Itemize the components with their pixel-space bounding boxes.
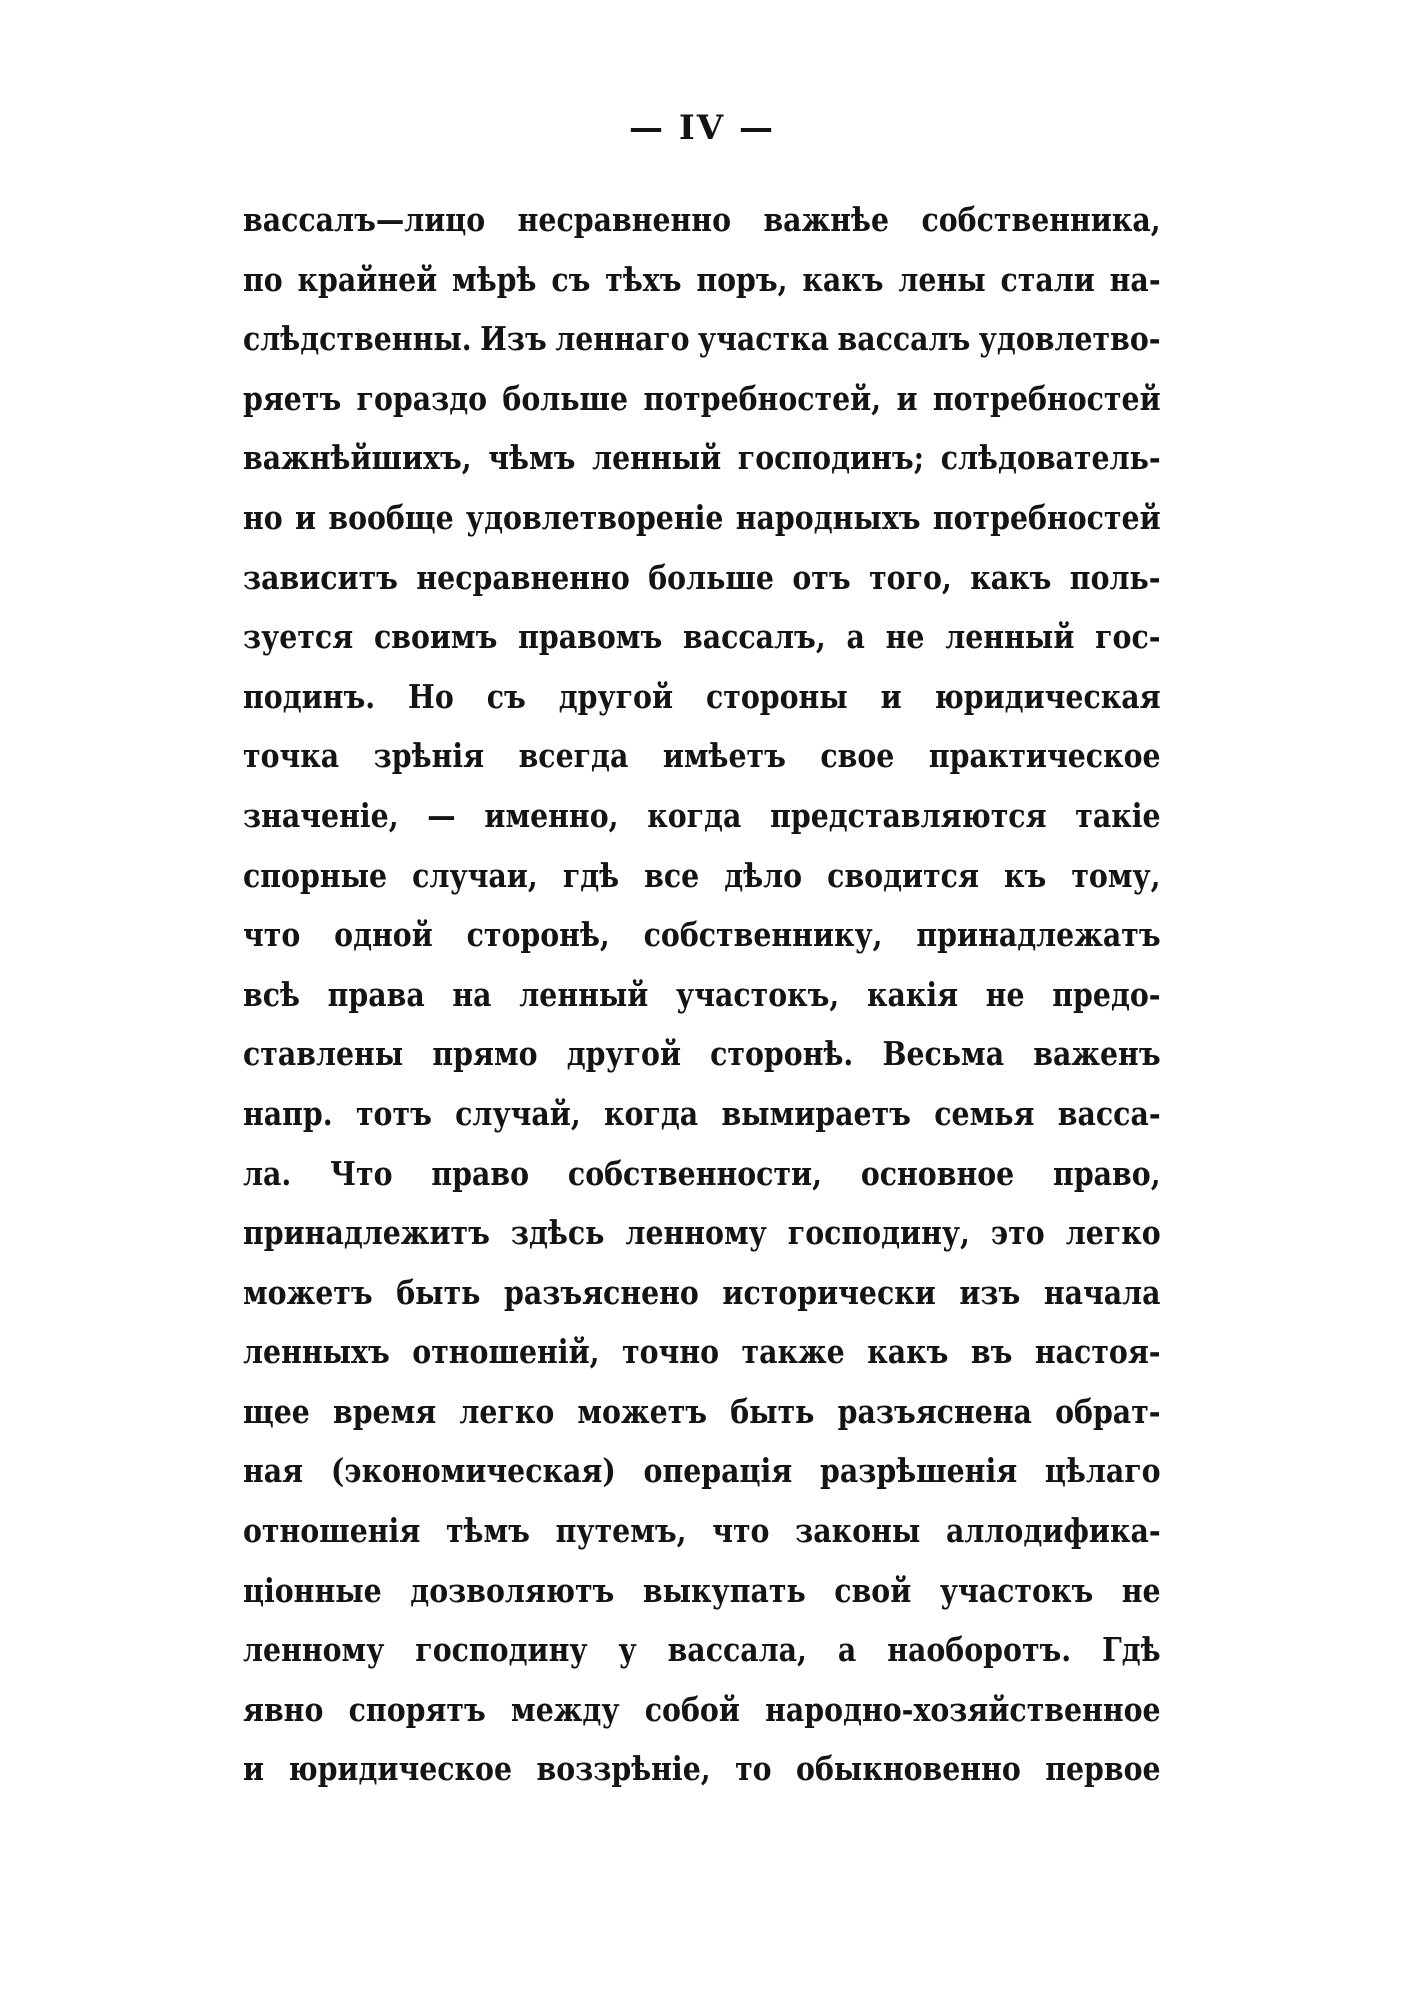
word: слѣдователь- <box>940 438 1161 478</box>
word: начала <box>1043 1272 1161 1312</box>
word: принадлежатъ <box>916 915 1161 955</box>
word: собственности, <box>567 1153 822 1193</box>
word: воззрѣніе, <box>536 1749 711 1789</box>
text-line <box>243 1441 1161 1501</box>
word: практическое <box>928 736 1161 776</box>
word: зуется <box>243 617 354 657</box>
word: сводится <box>827 855 979 895</box>
word: ленный <box>945 617 1075 657</box>
word: ленному <box>243 1630 385 1670</box>
word: и <box>880 676 902 716</box>
word: выкупать <box>642 1570 806 1610</box>
word: того, <box>869 557 952 597</box>
text-line <box>243 1739 1161 1799</box>
word: вассалъ <box>837 319 971 359</box>
word: щее <box>243 1391 310 1431</box>
word: ленный <box>519 974 649 1014</box>
word: съ <box>551 259 591 299</box>
word: къ <box>1003 855 1047 895</box>
word: вассалъ—лицо <box>243 200 486 239</box>
word: разрѣшенія <box>819 1451 1018 1491</box>
word: тѣхъ <box>605 259 682 299</box>
word: легко <box>459 1391 555 1431</box>
word: собственнику, <box>643 915 883 955</box>
word: потребностей <box>932 378 1161 418</box>
word: ная <box>243 1451 304 1491</box>
text-line <box>243 369 1161 429</box>
word: точно <box>622 1332 720 1372</box>
word: одной <box>334 915 433 955</box>
word: когда <box>647 795 742 835</box>
word: собой <box>644 1689 740 1729</box>
word: и <box>295 497 317 537</box>
text-line <box>243 1501 1161 1561</box>
word: народныхъ <box>735 497 921 537</box>
word: съ <box>486 676 526 716</box>
word: по <box>243 259 283 299</box>
word: потребностей, <box>643 378 882 418</box>
word: а <box>846 617 865 657</box>
word: такіе <box>1075 795 1161 835</box>
word: вассала, <box>667 1630 807 1670</box>
word: свой <box>834 1570 912 1610</box>
word: обрат- <box>1055 1391 1161 1431</box>
word: можетъ <box>577 1391 708 1431</box>
word: стали <box>1000 259 1095 299</box>
word: ставлены <box>243 1034 404 1074</box>
word: леннаго <box>555 319 690 359</box>
word: своимъ <box>373 617 498 657</box>
word: удовлетвореніе <box>465 497 724 537</box>
word: вымираетъ <box>721 1093 911 1133</box>
word: принадлежитъ <box>243 1213 490 1253</box>
word: между <box>511 1689 620 1729</box>
word: гораздо <box>356 378 488 418</box>
word: у <box>618 1630 637 1670</box>
word: крайней <box>297 259 438 299</box>
word: на- <box>1109 259 1161 299</box>
word: право, <box>1053 1153 1161 1193</box>
word: слѣдственны. <box>243 319 472 359</box>
word: право <box>431 1153 530 1193</box>
word: и <box>896 378 918 418</box>
text-line <box>243 607 1161 667</box>
text-line <box>243 1024 1161 1084</box>
page-number: — IV — <box>629 108 775 148</box>
word: разъяснена <box>837 1391 1032 1431</box>
word: всѣ <box>243 974 300 1014</box>
word: что <box>243 915 301 955</box>
word: явно <box>243 1689 324 1729</box>
word: можетъ <box>243 1272 373 1312</box>
word: быть <box>730 1391 815 1431</box>
word: господинъ; <box>737 438 925 478</box>
word: важнѣе <box>763 200 890 239</box>
word: быть <box>396 1272 481 1312</box>
word: исторически <box>722 1272 936 1312</box>
text-line <box>243 1322 1161 1382</box>
word: спорятъ <box>348 1689 486 1729</box>
word: путемъ, <box>555 1511 687 1551</box>
word: гдѣ <box>562 855 620 895</box>
word: мѣрѣ <box>452 259 537 299</box>
word: тому, <box>1071 855 1161 895</box>
word: отношеній, <box>412 1332 600 1372</box>
word: Гдѣ <box>1102 1630 1161 1670</box>
word: — <box>427 795 456 835</box>
word: какія <box>866 974 959 1014</box>
word: прямо <box>432 1034 538 1074</box>
word: ленный <box>592 438 722 478</box>
text-line <box>243 548 1161 608</box>
word: не <box>885 617 925 657</box>
word: напр. <box>243 1093 333 1133</box>
word: въ <box>970 1332 1013 1372</box>
word: цѣлаго <box>1044 1451 1161 1491</box>
text-line <box>243 667 1161 727</box>
word: тѣмъ <box>445 1511 530 1551</box>
word: собственника, <box>921 200 1161 239</box>
word: наоборотъ. <box>887 1630 1072 1670</box>
word: именно, <box>484 795 619 835</box>
text-line <box>243 786 1161 846</box>
word: первое <box>1045 1749 1161 1789</box>
text-line <box>243 726 1161 786</box>
word: больше <box>502 378 629 418</box>
text-line <box>243 1382 1161 1442</box>
word: юридическая <box>934 676 1161 716</box>
word: зрѣнія <box>373 736 485 776</box>
word: семья <box>934 1093 1035 1133</box>
text-line <box>243 428 1161 488</box>
word: лены <box>898 259 986 299</box>
word: спорные <box>243 855 388 895</box>
word: предо- <box>1052 974 1161 1014</box>
word: какъ <box>970 557 1052 597</box>
word: Что <box>330 1153 393 1193</box>
text-line <box>243 905 1161 965</box>
word: больше <box>648 557 774 597</box>
word: настоя- <box>1034 1332 1161 1372</box>
text-line <box>243 1263 1161 1323</box>
word: стороны <box>705 676 848 716</box>
word: свое <box>820 736 895 776</box>
word: несравненно <box>416 557 630 597</box>
word: обыкновенно <box>796 1749 1021 1789</box>
word: удовлетво- <box>978 319 1161 359</box>
word: потребностей <box>932 497 1161 537</box>
word: всегда <box>518 736 629 776</box>
word: вообще <box>328 497 454 537</box>
word: важнѣйшихъ, <box>243 438 472 478</box>
word: точка <box>243 736 340 776</box>
word: несравненно <box>517 200 732 239</box>
word: права <box>327 974 425 1014</box>
word: васса- <box>1057 1093 1161 1133</box>
word: время <box>332 1391 437 1431</box>
word: не <box>985 974 1025 1014</box>
word: тотъ <box>355 1093 432 1133</box>
word: какъ <box>867 1332 949 1372</box>
word: ленныхъ <box>243 1332 390 1372</box>
word: Изъ <box>480 319 547 359</box>
word: изъ <box>959 1272 1021 1312</box>
word: также <box>741 1332 845 1372</box>
word: здѣсь <box>510 1213 605 1253</box>
text-line <box>243 846 1161 906</box>
word: основное <box>860 1153 1015 1193</box>
word: поръ, <box>696 259 788 299</box>
word: значеніе, <box>243 795 399 835</box>
word: и <box>243 1749 265 1789</box>
word: Но <box>408 676 454 716</box>
text-line <box>243 309 1161 369</box>
word: отношенія <box>243 1511 421 1551</box>
word: участокъ, <box>676 974 840 1014</box>
word: юридическое <box>288 1749 513 1789</box>
text-line <box>243 1203 1161 1263</box>
word: ряетъ <box>243 378 342 418</box>
word: легко <box>1065 1213 1161 1253</box>
word: отъ <box>792 557 851 597</box>
word: господину, <box>787 1213 970 1253</box>
word: участка <box>697 319 830 359</box>
word: (экономическая) <box>330 1451 616 1491</box>
word: другой <box>558 676 674 716</box>
text-line <box>243 1144 1161 1204</box>
word: случаи, <box>412 855 538 895</box>
word: важенъ <box>1033 1034 1161 1074</box>
word: случай, <box>455 1093 581 1133</box>
word: разъяснено <box>503 1272 699 1312</box>
text-line <box>243 1561 1161 1621</box>
word: чѣмъ <box>488 438 576 478</box>
word: народно-хозяйственное <box>765 1689 1161 1729</box>
word: вассалъ, <box>682 617 826 657</box>
text-line <box>243 250 1161 310</box>
word: все <box>644 855 700 895</box>
text-line <box>243 488 1161 548</box>
text-line <box>243 1680 1161 1740</box>
word: гос- <box>1095 617 1161 657</box>
word: аллодифика- <box>946 1511 1161 1551</box>
text-line <box>243 190 1161 250</box>
word: операція <box>643 1451 793 1491</box>
word: когда <box>604 1093 699 1133</box>
word: но <box>243 497 283 537</box>
word: ла. <box>243 1153 292 1193</box>
word: ціонные <box>243 1570 382 1610</box>
word: имѣетъ <box>662 736 786 776</box>
word: законы <box>795 1511 921 1551</box>
text-line <box>243 965 1161 1025</box>
word: сторонѣ. <box>710 1034 854 1074</box>
word: Весьма <box>882 1034 1005 1074</box>
word: ленному <box>625 1213 767 1253</box>
word: что <box>712 1511 770 1551</box>
word: это <box>990 1213 1045 1253</box>
word: представляются <box>770 795 1047 835</box>
word: дозволяютъ <box>410 1570 615 1610</box>
word: какъ <box>802 259 884 299</box>
word: сторонѣ, <box>466 915 610 955</box>
word: правомъ <box>518 617 663 657</box>
word: на <box>452 974 492 1014</box>
word: не <box>1121 1570 1161 1610</box>
body-text <box>243 190 1161 1799</box>
word: поль- <box>1069 557 1161 597</box>
word: господину <box>415 1630 588 1670</box>
word: зависитъ <box>243 557 398 597</box>
word: дѣло <box>724 855 803 895</box>
word: подинъ. <box>243 676 376 716</box>
text-line <box>243 1620 1161 1680</box>
word: участокъ <box>939 1570 1094 1610</box>
word: другой <box>566 1034 682 1074</box>
text-line <box>243 1084 1161 1144</box>
word: а <box>837 1630 857 1670</box>
word: то <box>735 1749 772 1789</box>
